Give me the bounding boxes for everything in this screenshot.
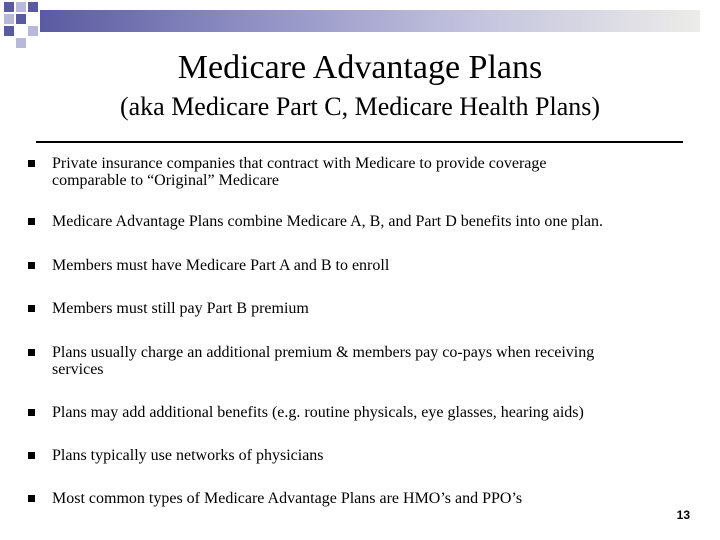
deco-square bbox=[16, 38, 26, 48]
square-bullet-icon bbox=[28, 160, 35, 167]
header-gradient-band bbox=[40, 10, 700, 32]
bullet-text: Members must still pay Part B premium bbox=[52, 300, 309, 317]
square-bullet-icon bbox=[28, 409, 35, 416]
bullet-text: Plans typically use networks of physicians bbox=[52, 447, 324, 464]
bullet-text: services bbox=[52, 361, 104, 378]
page-number: 13 bbox=[676, 508, 690, 522]
deco-square bbox=[16, 14, 26, 24]
square-bullet-icon bbox=[28, 262, 35, 269]
bullet-text: Private insurance companies that contract with Medicare to provide coverage bbox=[52, 155, 547, 172]
deco-square bbox=[28, 26, 38, 36]
bullet-text: Medicare Advantage Plans combine Medicare A, B, and Part D benefits into one plan. bbox=[52, 213, 603, 230]
deco-square bbox=[4, 2, 14, 12]
bullet-text: Plans may add additional benefits (e.g. routine physicals, eye glasses, hearing aids) bbox=[52, 404, 584, 421]
square-bullet-icon bbox=[28, 495, 35, 502]
slide-subtitle: (aka Medicare Part C, Medicare Health Plans) bbox=[119, 92, 601, 121]
square-bullet-icon bbox=[28, 305, 35, 312]
square-bullet-icon bbox=[28, 349, 35, 356]
deco-square bbox=[4, 26, 14, 36]
bullet-text: Most common types of Medicare Advantage Plans are HMO’s and PPO’s bbox=[52, 490, 523, 507]
deco-square bbox=[28, 2, 38, 12]
deco-square bbox=[4, 14, 14, 24]
title-divider bbox=[36, 141, 683, 143]
deco-square bbox=[16, 2, 26, 12]
square-bullet-icon bbox=[28, 218, 35, 225]
slide-title: Medicare Advantage Plans bbox=[177, 49, 543, 86]
bullet-text: comparable to “Original” Medicare bbox=[52, 172, 279, 189]
square-bullet-icon bbox=[28, 452, 35, 459]
bullet-text: Members must have Medicare Part A and B to enroll bbox=[52, 257, 390, 274]
bullet-text: Plans usually charge an additional premium & members pay co-pays when receiving bbox=[52, 344, 595, 361]
